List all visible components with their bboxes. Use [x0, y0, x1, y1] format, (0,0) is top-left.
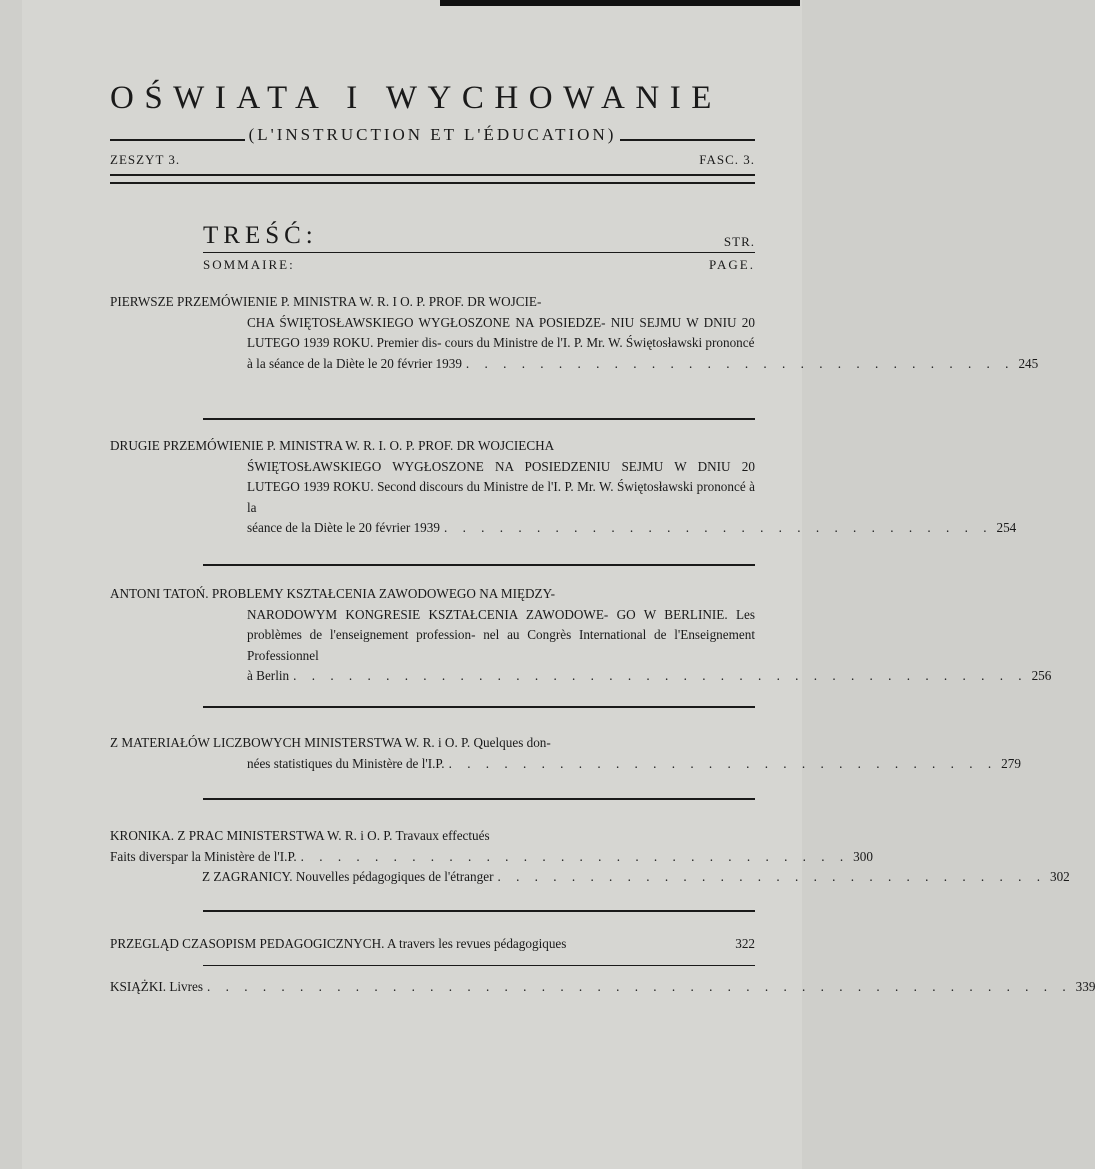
entry-last-line	[247, 754, 1021, 775]
entry-page-number: 302	[1049, 869, 1070, 884]
entry-separator	[203, 418, 755, 420]
subtitle-rule-right	[620, 139, 755, 141]
toc-entry	[110, 292, 1039, 374]
contents-title-fr: SOMMAIRE:	[203, 257, 295, 272]
entry-last-line	[247, 518, 1017, 539]
page-column-label-fr: PAGE.	[708, 257, 755, 272]
entry-last-line	[247, 666, 1052, 687]
kronika-line-3	[110, 867, 1070, 888]
entry-page-number: 254	[996, 520, 1017, 535]
entry-last-text: nées statistiques du Ministère de l'I.P.	[247, 755, 445, 771]
entry-lead: Z MATERIAŁÓW LICZBOWYCH MINISTERSTWA W. R. i O. P. Quelques don-	[110, 735, 551, 750]
toc-entry-kronika	[110, 826, 1070, 888]
kronika-lead: KRONIKA. Z PRAC MINISTERSTWA W. R. i O. P. Travaux effectués	[110, 828, 490, 843]
entry-last-line	[247, 354, 1039, 375]
leader-dots: . . . . . . . . . . . . . . . . . . . . . . . . . . . . . . . . . . . . . . . . . . . . . . .	[207, 979, 1072, 994]
entry-text: CHA ŚWIĘTOSŁAWSKIEGO WYGŁOSZONE NA POSIEDZE- NIU SEJMU W DNIU 20 LUTEGO 1939 ROKU. Premier dis- cours du Ministre de l'I. P. Mr. W. Świętosławski prononcé	[247, 314, 755, 350]
entry-page-number: 245	[1018, 355, 1039, 371]
subtitle-row	[110, 124, 755, 146]
leader-dots: . . . . . . . . . . . . . . . . . . . . . . . . . . . . . .	[497, 869, 1046, 884]
entry-page-number: 322	[735, 936, 755, 951]
kronika-line-2	[110, 847, 873, 868]
entry-last-text: à la séance de la Diète le 20 février 1939	[247, 355, 462, 371]
toc-entry	[110, 436, 1017, 539]
contents-heading-row-fr	[203, 257, 755, 273]
kronika-ministry-text: par la Ministère de l'I.P.	[171, 848, 297, 864]
entry-separator	[203, 965, 755, 966]
journal-title: OŚWIATA I WYCHOWANIE	[110, 80, 722, 116]
entry-last-text: séance de la Diète le 20 février 1939	[247, 520, 440, 535]
contents-heading-row	[203, 222, 755, 253]
toc-entry-ksiazki	[110, 977, 1095, 998]
entry-body	[110, 313, 1039, 375]
issue-number-fr: FASC. 3.	[699, 152, 755, 167]
entry-last-text: à Berlin	[247, 668, 290, 683]
leader-dots: . . . . . . . . . . . . . . . . . . . . . . . . . . . . . .	[465, 355, 1015, 371]
przeglad-text: PRZEGLĄD CZASOPISM PEDAGOGICZNYCH. A travers les revues pédagogiques	[110, 936, 567, 951]
leader-dots: . . . . . . . . . . . . . . . . . . . . . . . . . . . . . .	[448, 755, 998, 771]
entry-page-number: 300	[853, 848, 873, 864]
entry-separator	[203, 798, 755, 800]
entry-lead: PIERWSZE PRZEMÓWIENIE P. MINISTRA W. R. I O. P. PROF. DR WOJCIE-	[110, 294, 542, 309]
entry-lead: ANTONI TATOŃ. PROBLEMY KSZTAŁCENIA ZAWODOWEGO NA MIĘDZY-	[110, 586, 556, 601]
toc-entry	[110, 584, 1052, 687]
entry-page-number: 279	[1001, 755, 1021, 771]
entry-separator	[203, 910, 755, 912]
entry-body	[110, 457, 1017, 539]
kronika-abroad-text: Z ZAGRANICY. Nouvelles pédagogiques de l'étranger	[202, 869, 494, 884]
contents-heading	[203, 222, 755, 273]
entry-page-number: 339	[1075, 979, 1095, 994]
entry-text: ŚWIĘTOSŁAWSKIEGO WYGŁOSZONE NA POSIEDZENIU SEJMU W DNIU 20 LUTEGO 1939 ROKU. Second discours du Ministre de l'I. P. Mr. W. Świętosławski prononcé à la	[247, 458, 755, 515]
header-double-rule	[110, 174, 755, 184]
page-column-label: STR.	[723, 234, 755, 249]
entry-separator	[203, 564, 755, 566]
top-edge-bar	[440, 0, 800, 6]
journal-subtitle: (L'INSTRUCTION ET L'ÉDUCATION)	[248, 125, 617, 144]
toc-entry-przeglad	[110, 934, 755, 955]
issue-row	[110, 152, 755, 168]
entry-body	[110, 605, 1052, 687]
contents-title: TREŚĆ:	[203, 222, 318, 249]
subtitle-rule-left	[110, 139, 245, 141]
leader-dots: . . . . . . . . . . . . . . . . . . . . . . . . . . . . . . . . . . . . . . . .	[293, 668, 1028, 683]
toc-entry	[110, 733, 1021, 774]
entry-text: NARODOWYM KONGRESIE KSZTAŁCENIA ZAWODOWE- GO W BERLINIE. Les problèmes de l'enseignement profession- nel au Congrès International de l'Enseignement Professionnel	[247, 606, 755, 663]
issue-number-pl: ZESZYT 3.	[110, 152, 181, 167]
entry-page-number: 256	[1031, 668, 1052, 683]
ksiazki-text: KSIĄŻKI. Livres	[110, 979, 204, 994]
entry-lead: DRUGIE PRZEMÓWIENIE P. MINISTRA W. R. I. O. P. PROF. DR WOJCIECHA	[110, 438, 555, 453]
entry-body	[110, 754, 1021, 775]
entry-separator	[203, 706, 755, 708]
kronika-faits-divers: Faits divers	[110, 848, 172, 864]
leader-dots: . . . . . . . . . . . . . . . . . . . . . . . . . . . . . .	[443, 520, 993, 535]
leader-dots: . . . . . . . . . . . . . . . . . . . . . . . . . . . . . .	[300, 848, 850, 864]
ksiazki-line	[110, 977, 1095, 998]
przeglad-line	[110, 934, 755, 955]
